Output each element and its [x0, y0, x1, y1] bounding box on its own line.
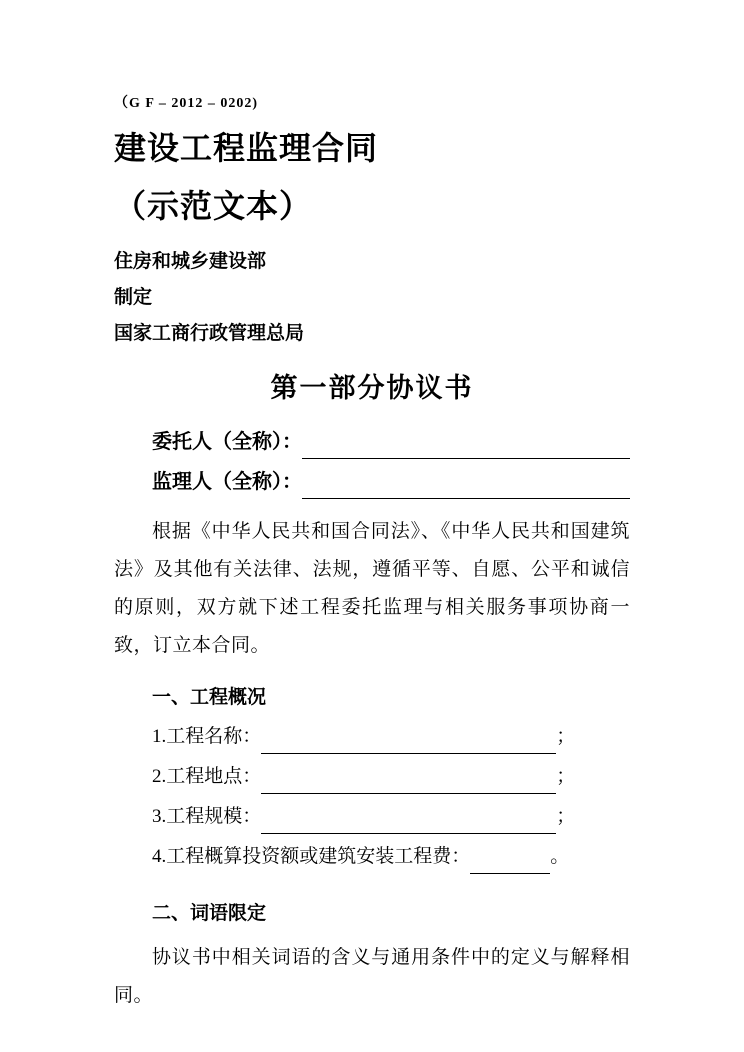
item-project-name-suffix: ；	[556, 726, 576, 747]
item-project-scale-suffix: ；	[556, 806, 576, 827]
client-label: 委托人（全称）：	[152, 431, 302, 453]
supervisor-line	[152, 465, 630, 505]
item-project-budget	[152, 841, 630, 881]
item-project-name	[152, 721, 630, 761]
issuer-line-3: 国家工商行政管理总局	[114, 323, 305, 344]
item-project-budget-label: 4.工程概算投资额或建筑安装工程费：	[152, 846, 471, 867]
item-project-name-label: 1.工程名称：	[152, 726, 262, 747]
issuer-line-1: 住房和城乡建设部	[114, 251, 267, 272]
section-2-heading: 二、词语限定	[152, 903, 267, 924]
client-line	[152, 425, 630, 465]
project-name-blank[interactable]	[261, 733, 556, 754]
closing-paragraph: 协议书中相关词语的含义与通用条件中的定义与解释相同。	[114, 947, 630, 1006]
project-scale-blank[interactable]	[261, 813, 556, 834]
item-project-location	[152, 761, 630, 801]
item-project-scale-label: 3.工程规模：	[152, 806, 262, 827]
item-project-scale	[152, 801, 630, 841]
doc-subtitle: （示范文本）	[114, 188, 313, 224]
doc-title: 建设工程监理合同	[114, 130, 379, 166]
doc-code: （G F – 2012 – 0202)	[114, 96, 259, 111]
intro-paragraph: 根据《中华人民共和国合同法》、《中华人民共和国建筑法》及其他有关法律、法规，遵循平等、自愿、公平和诚信的原则，双方就下述工程委托监理与相关服务事项协商一致，订立本合同。	[114, 521, 630, 656]
issuer-line-2: 制定	[114, 287, 153, 308]
supervisor-name-blank[interactable]	[302, 476, 630, 499]
item-project-location-label: 2.工程地点：	[152, 766, 262, 787]
supervisor-label: 监理人（全称）：	[152, 471, 302, 493]
part-one-heading: 第一部分协议书	[270, 373, 474, 403]
item-project-location-suffix: ；	[556, 766, 576, 787]
item-project-budget-suffix: 。	[550, 846, 570, 867]
client-name-blank[interactable]	[302, 436, 630, 459]
section-1-heading: 一、工程概况	[152, 687, 267, 708]
project-location-blank[interactable]	[261, 773, 556, 794]
project-budget-blank[interactable]	[470, 853, 550, 874]
